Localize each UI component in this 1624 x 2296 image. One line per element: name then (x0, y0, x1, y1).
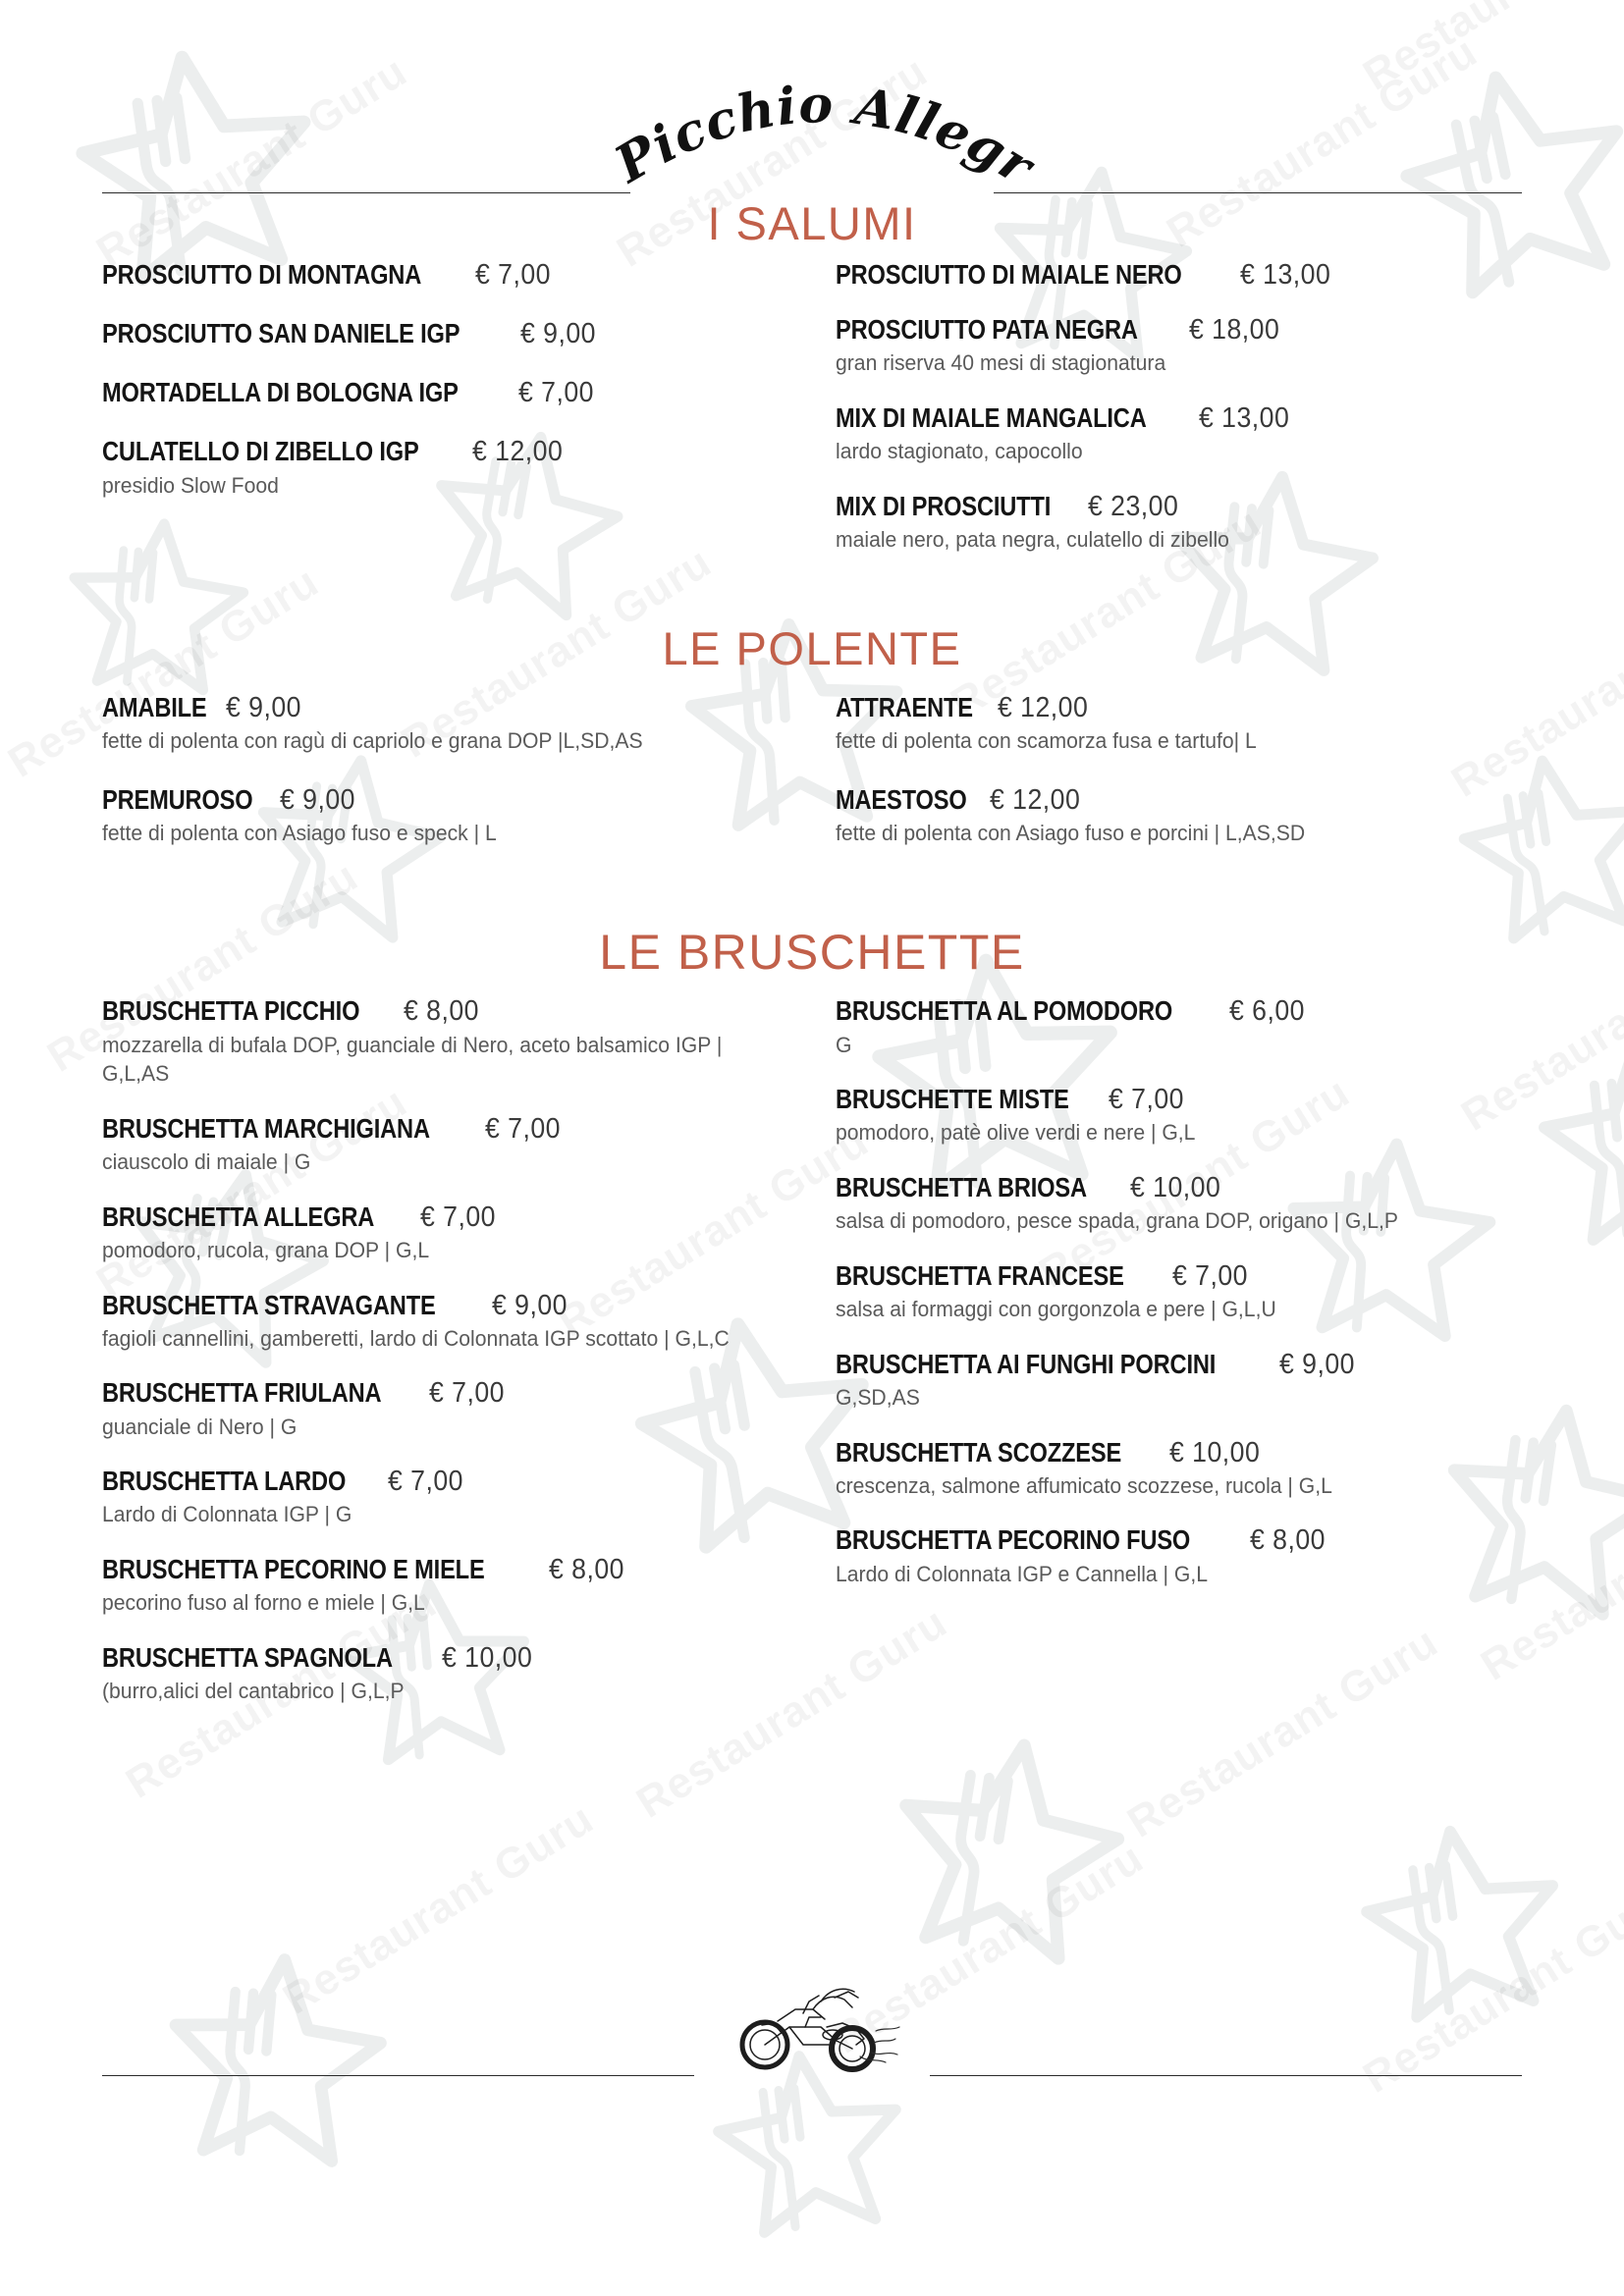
menu-item-heading (102, 996, 779, 1026)
header-rule-right (994, 192, 1522, 193)
menu-item-heading (102, 785, 779, 815)
menu-item (836, 1438, 1522, 1501)
menu-item-name: BRUSCHETTA PECORINO E MIELE (102, 1554, 485, 1585)
section-salumi (102, 260, 1522, 580)
menu-item-price: € 7,00 (420, 1201, 497, 1233)
menu-item-heading (836, 492, 1522, 521)
menu-item-name: AMABILE (102, 691, 207, 722)
menu-item-heading (836, 1085, 1522, 1114)
menu-item-heading (102, 1467, 779, 1496)
menu-item (836, 492, 1522, 555)
menu-item-description: pomodoro, rucola, grana DOP | G,L (102, 1237, 430, 1262)
menu-item (102, 1291, 779, 1354)
menu-item-price: € 9,00 (279, 783, 355, 816)
menu-item-description: mozzarella di bufala DOP, guanciale di Nero, aceto balsamico IGP | G,L,AS (102, 1032, 723, 1087)
menu-item-description: fette di polenta con scamorza fusa e tartufo| L (836, 727, 1257, 753)
menu-item-description: Lardo di Colonnata IGP e Cannella | G,L (836, 1561, 1208, 1586)
footer-rule-left (102, 2075, 694, 2076)
menu-item-description: Lardo di Colonnata IGP | G (102, 1502, 352, 1527)
menu-item-name: PROSCIUTTO DI MAIALE NERO (836, 259, 1182, 290)
menu-item-heading (836, 1438, 1522, 1468)
menu-masthead (102, 0, 1522, 205)
menu-item-heading (836, 403, 1522, 433)
menu-item-name: MIX DI MAIALE MANGALICA (836, 402, 1147, 433)
menu-item-name: MIX DI PROSCIUTTI (836, 490, 1052, 521)
section-title-salumi: I SALUMI (707, 197, 917, 249)
restaurant-logo (583, 29, 1045, 205)
menu-item-name: BRUSCHETTA FRIULANA (102, 1377, 382, 1409)
menu-item-heading (102, 378, 779, 407)
menu-item-price: € 8,00 (548, 1554, 624, 1586)
menu-item-heading (836, 693, 1522, 722)
menu-item-description: G (836, 1032, 852, 1057)
menu-item-price: € 6,00 (1228, 995, 1305, 1028)
menu-item-price: € 12,00 (997, 691, 1088, 723)
menu-item-price: € 9,00 (225, 691, 301, 723)
menu-item-heading (836, 785, 1522, 815)
menu-item (836, 1261, 1522, 1324)
menu-item (102, 1555, 779, 1618)
menu-item-description: gran riserva 40 mesi di stagionatura (836, 350, 1166, 376)
menu-item-name: CULATELLO DI ZIBELLO IGP (102, 436, 419, 467)
menu-item-price: € 7,00 (1109, 1084, 1185, 1116)
menu-item-price: € 7,00 (517, 377, 594, 409)
bruschette-column-right (812, 996, 1522, 1731)
menu-footer (102, 2075, 1522, 2076)
section-polente (102, 693, 1522, 878)
bruschette-column-left (102, 996, 812, 1731)
menu-item (102, 260, 779, 290)
menu-item-description: fagioli cannellini, gamberetti, lardo di Colonnata IGP scottato | G,L,C (102, 1325, 730, 1351)
menu-item-name: BRUSCHETTA MARCHIGIANA (102, 1112, 430, 1144)
menu-item-description: G,SD,AS (836, 1384, 920, 1410)
menu-item-name: BRUSCHETTE MISTE (836, 1084, 1069, 1115)
menu-item-description: (burro,alici del cantabrico | G,L,P (102, 1679, 405, 1704)
menu-item (836, 996, 1522, 1059)
menu-item-description: lardo stagionato, capocollo (836, 439, 1083, 464)
menu-item (102, 1378, 779, 1441)
menu-item (836, 1085, 1522, 1148)
menu-item-name: BRUSCHETTA STRAVAGANTE (102, 1289, 436, 1320)
menu-item-price: € 10,00 (442, 1641, 533, 1674)
menu-item-description: guanciale di Nero | G (102, 1414, 298, 1439)
motorcycle-icon (719, 1984, 905, 2086)
menu-item-price: € 12,00 (472, 436, 564, 468)
menu-item-name: PROSCIUTTO DI MONTAGNA (102, 259, 422, 290)
menu-item-name: BRUSCHETTA ALLEGRA (102, 1201, 375, 1232)
menu-item-description: salsa ai formaggi con gorgonzola e pere | G,L,U (836, 1297, 1276, 1322)
menu-item-description: ciauscolo di maiale | G (102, 1149, 311, 1175)
menu-item-price: € 8,00 (1249, 1524, 1326, 1557)
menu-item-price: € 18,00 (1188, 314, 1280, 347)
menu-item-price: € 12,00 (990, 783, 1081, 816)
menu-item (836, 693, 1522, 756)
menu-item-heading (836, 1350, 1522, 1379)
menu-item (836, 260, 1522, 290)
menu-item-name: BRUSCHETTA AL POMODORO (836, 995, 1173, 1027)
menu-item-heading (836, 1261, 1522, 1291)
menu-item (102, 1114, 779, 1177)
menu-item (102, 1467, 779, 1529)
menu-item-heading (102, 1378, 779, 1408)
menu-item-description: fette di polenta con Asiago fuso e porcini | L,AS,SD (836, 820, 1306, 845)
menu-item-name: BRUSCHETTA PICCHIO (102, 995, 360, 1027)
menu-item (102, 1643, 779, 1706)
menu-item-description: salsa di pomodoro, pesce spada, grana DOP, origano | G,L,P (836, 1208, 1398, 1234)
menu-item-name: PROSCIUTTO SAN DANIELE IGP (102, 318, 460, 349)
menu-item-price: € 13,00 (1199, 402, 1290, 434)
menu-item-price: € 7,00 (428, 1377, 505, 1410)
menu-item (102, 1202, 779, 1265)
menu-item-name: BRUSCHETTA LARDO (102, 1466, 347, 1497)
menu-item-name: ATTRAENTE (836, 691, 973, 722)
menu-item-name: BRUSCHETTA PECORINO FUSO (836, 1524, 1191, 1556)
menu-item (836, 1525, 1522, 1588)
menu-item (836, 785, 1522, 848)
menu-item-name: BRUSCHETTA BRIOSA (836, 1172, 1087, 1203)
menu-item-name: BRUSCHETTA SCOZZESE (836, 1436, 1122, 1468)
menu-item-name: BRUSCHETTA FRANCESE (836, 1259, 1124, 1291)
menu-item (102, 996, 779, 1089)
section-title-polente: LE POLENTE (662, 621, 962, 674)
header-rule-left (102, 192, 630, 193)
menu-item-name: MORTADELLA DI BOLOGNA IGP (102, 377, 459, 408)
menu-item (102, 378, 779, 407)
menu-item-price: € 10,00 (1129, 1172, 1220, 1204)
menu-item-heading (102, 1114, 779, 1144)
polente-column-left (102, 693, 812, 878)
menu-item-price: € 8,00 (404, 995, 479, 1028)
menu-item-name: MAESTOSO (836, 783, 967, 815)
section-title-bruschette: LE BRUSCHETTE (599, 925, 1025, 981)
polente-column-right (812, 693, 1522, 878)
salumi-column-right (812, 260, 1522, 580)
salumi-column-left (102, 260, 812, 580)
menu-item (836, 1173, 1522, 1236)
menu-item (102, 319, 779, 348)
menu-item-price: € 23,00 (1087, 490, 1179, 522)
menu-item-price: € 7,00 (1172, 1259, 1249, 1292)
menu-item-description: crescenza, salmone affumicato scozzese, rucola | G,L (836, 1472, 1332, 1498)
menu-item-name: PROSCIUTTO PATA NEGRA (836, 314, 1138, 346)
menu-item-description: pomodoro, patè olive verdi e nere | G,L (836, 1120, 1196, 1146)
menu-item-heading (102, 693, 779, 722)
menu-item (102, 693, 779, 756)
menu-item-heading (102, 437, 779, 466)
menu-item-price: € 9,00 (519, 318, 596, 350)
menu-item-description: fette di polenta con ragù di capriolo e grana DOP |L,SD,AS (102, 727, 643, 753)
menu-item-price: € 7,00 (485, 1112, 562, 1145)
menu-item-price: € 13,00 (1240, 259, 1331, 291)
menu-item-name: BRUSCHETTA AI FUNGHI PORCINI (836, 1348, 1217, 1379)
menu-item (836, 403, 1522, 466)
menu-item-name: PREMUROSO (102, 783, 253, 815)
menu-item-heading (102, 1555, 779, 1584)
menu-item-heading (836, 315, 1522, 345)
menu-item-description: presidio Slow Food (102, 472, 279, 498)
menu-item (836, 315, 1522, 378)
menu-item-price: € 7,00 (475, 259, 552, 291)
menu-item-price: € 9,00 (491, 1289, 568, 1321)
menu-item-name: BRUSCHETTA SPAGNOLA (102, 1641, 393, 1673)
logo-text: Il Picchio Allegro (583, 29, 1045, 205)
menu-item-price: € 7,00 (387, 1466, 463, 1498)
menu-item-description: pecorino fuso al forno e miele | G,L (102, 1590, 425, 1616)
menu-item-description: maiale nero, pata negra, culatello di zibello (836, 527, 1229, 552)
menu-item-heading (102, 1291, 779, 1320)
menu-item-heading (836, 996, 1522, 1026)
section-bruschette (102, 996, 1522, 1731)
menu-item-heading (836, 260, 1522, 290)
menu-item-description: fette di polenta con Asiago fuso e speck | L (102, 820, 497, 845)
menu-item (102, 437, 779, 500)
menu-item (102, 785, 779, 848)
menu-item-heading (102, 1202, 779, 1232)
menu-item-heading (102, 1643, 779, 1673)
menu-item (836, 1350, 1522, 1413)
menu-item-price: € 10,00 (1169, 1436, 1261, 1468)
menu-item-heading (836, 1525, 1522, 1555)
menu-item-heading (836, 1173, 1522, 1202)
menu-item-price: € 9,00 (1279, 1348, 1356, 1380)
menu-item-heading (102, 319, 779, 348)
menu-item-heading (102, 260, 779, 290)
footer-rule-right (930, 2075, 1522, 2076)
